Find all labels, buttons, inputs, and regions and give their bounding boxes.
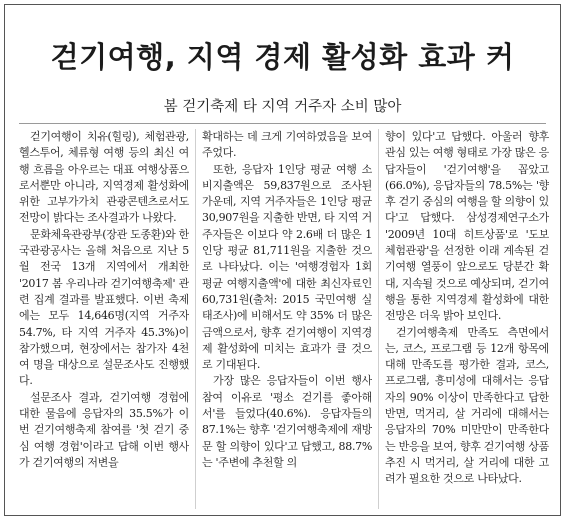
article-clipping [4, 4, 561, 516]
paragraph: 또한, 응답자 1인당 평균 여행 소비지출액은 59,837원으로 조사된 가운데, 지역 거주자들은 1인당 평균 30,907원을 지출한 반면, 타 지역 거주자들은 이보다 약 2.6배 더 많은 1인당 평균 81,711원을 지출한 것으로 나타났다. 이는 '여행경험자 1회 평균 여행지출액'에 대한 최신자료인 60,731원(출처: 2015 국민여행 실태조사)에 비해서도 약 35% 더 많은 금액으로서, 향후 걷기여행이 지역경제 활성화에 미치는 효과가 클 것으로 기대된다. [202, 162, 372, 372]
article-column-3 [385, 129, 549, 511]
column-divider [378, 129, 379, 509]
headline: 걷기여행, 지역 경제 활성화 효과 커 [50, 40, 515, 74]
paragraph: 설문조사 결과, 걷기여행 경험에 대한 물음에 응답자의 35.5%가 이번 걷기여행축제 참여를 '첫 걷기 중심 여행 경험'이라고 답해 이번 행사가 걷기여행의 저변을 [19, 390, 189, 469]
paragraph: 걷기여행이 치유(힐링), 체험관광, 헬스투어, 체류형 여행 등의 최신 여행 흐름을 아우르는 대표 여행상품으로서뿐만 아니라, 지역경제 활성화에 위한 고부가가치 관광콘텐츠로서도 전망이 밝다는 조사결과가 나왔다. [19, 130, 189, 225]
paragraph: 문화체육관광부(장관 도종환)와 한국관광공사는 올해 처음으로 지난 5월 전국 13개 지역에서 개최한 '2017 봄 우리나라 걷기여행축제' 관련 집계 결과를 발표했다. 이번 축제에는 모두 14,646명(지역 거주자 54.7%, 타 지역 거주자 45.3%)이 참가했으며, 현장에서는 참가자 4천여 명을 대상으로 설문조사도 진행했다. [19, 227, 189, 388]
title-divider [19, 123, 546, 124]
paragraph: 확대하는 데 크게 기여하였음을 보여주었다. [202, 130, 372, 160]
paragraph: 향이 있다'고 답했다. 아울러 향후 관심 있는 여행 형태로 가장 많은 응답자들이 '걷기여행'을 꼽았고 (66.0%), 응답자들의 78.5%는 '향후 걷기 중심의 여행을 할 의향이 있다'고 답했다. 삼성경제연구소가 '2009년 10대 히트상품'로 '도보 체험관광'을 선정한 이래 계속된 걷기여행 열풍이 앞으로도 당분간 확대, 지속될 것으로 예상되며, 걷기여행을 통한 지역경제 활성화에 대한 전망은 더욱 밝아 보인다. [385, 130, 549, 323]
paragraph: 걷기여행축제 만족도 측면에서는, 코스, 프로그램 등 12개 항목에 대해 만족도를 평가한 결과, 코스, 프로그램, 흥미성에 대해서는 응답자의 90% 이상이 만족한다고 답한 반면, 먹거리, 살 거리에 대해서는 응답자의 70% 미만만이 만족한다는 반응을 보여, 향후 걷기여행 상품 추진 시 먹거리, 살 거리에 대한 고려가 필요한 것으로 나타났다. [385, 325, 549, 486]
column-divider [195, 129, 196, 509]
article-column-1 [19, 129, 189, 511]
paragraph: 가장 많은 응답자들이 이번 행사 참여 이유로 '평소 걷기를 좋아해서'를 들었다(40.6%). 응답자들의 87.1%는 향후 '걷기여행축제에 재방문 할 의향이 있다'고 답했고, 88.7%는 '주변에 추천할 의 [202, 374, 372, 469]
article-column-2 [202, 129, 372, 511]
subheadline: 봄 걷기축제 타 지역 거주자 소비 많아 [163, 99, 402, 115]
